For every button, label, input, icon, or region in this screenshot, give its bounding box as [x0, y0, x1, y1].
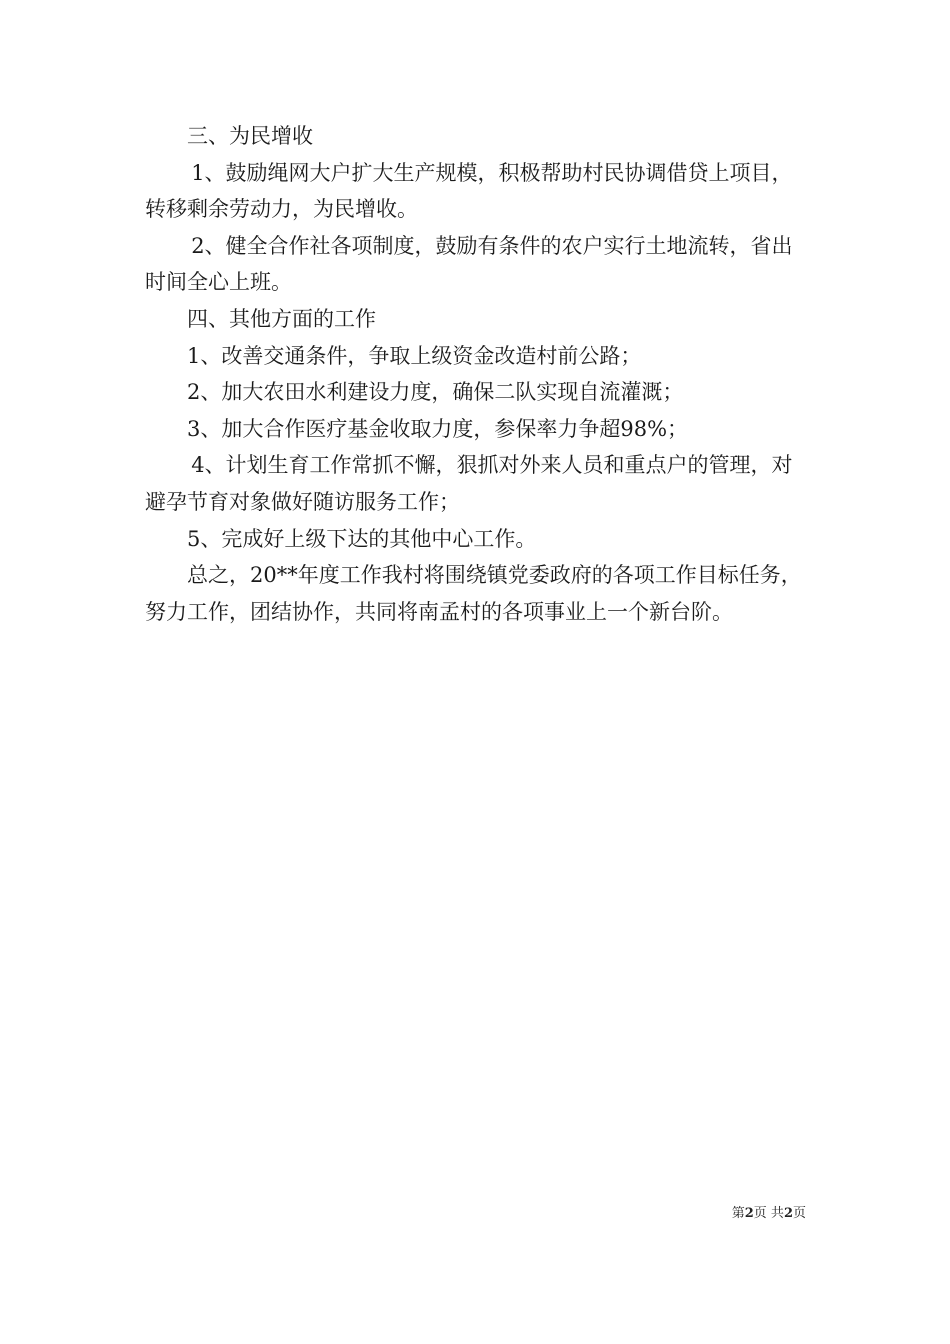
section-heading-increase-income: 三、为民增收	[187, 124, 313, 148]
paragraph-item: 5、完成好上级下达的其他中心工作。	[187, 526, 537, 551]
footer-middle: 页 共	[753, 1206, 784, 1221]
paragraph-item: 1、鼓励绳网大户扩大生产规模，积极帮助村民协调借贷上项目，转移剩余劳动力，为民增收。	[145, 160, 793, 222]
paragraph-item: 1、改善交通条件，争取上级资金改造村前公路；	[187, 343, 642, 368]
paragraph-item: 2、健全合作社各项制度，鼓励有条件的农户实行土地流转，省出时间全心上班。	[145, 233, 793, 295]
total-page-number: 2	[783, 1206, 793, 1221]
footer-prefix: 第	[731, 1206, 745, 1221]
footer-suffix: 页	[792, 1206, 806, 1221]
current-page-number: 2	[744, 1206, 754, 1221]
paragraph-item: 4、计划生育工作常抓不懈，狠抓对外来人员和重点户的管理，对避孕节育对象做好随访服务工作；	[145, 453, 793, 514]
section-heading-other-work: 四、其他方面的工作	[187, 306, 376, 331]
document-body	[145, 118, 807, 630]
page-number-footer	[732, 1205, 806, 1223]
summary-paragraph: 总之，20**年度工作我村将围绕镇党委政府的各项工作目标任务，努力工作，团结协作，共同将南孟村的各项事业上一个新台阶。	[145, 563, 802, 624]
paragraph-item: 2、加大农田水利建设力度，确保二队实现自流灌溉；	[187, 380, 684, 405]
paragraph-item: 3、加大合作医疗基金收取力度，参保率力争超98%；	[187, 416, 689, 441]
